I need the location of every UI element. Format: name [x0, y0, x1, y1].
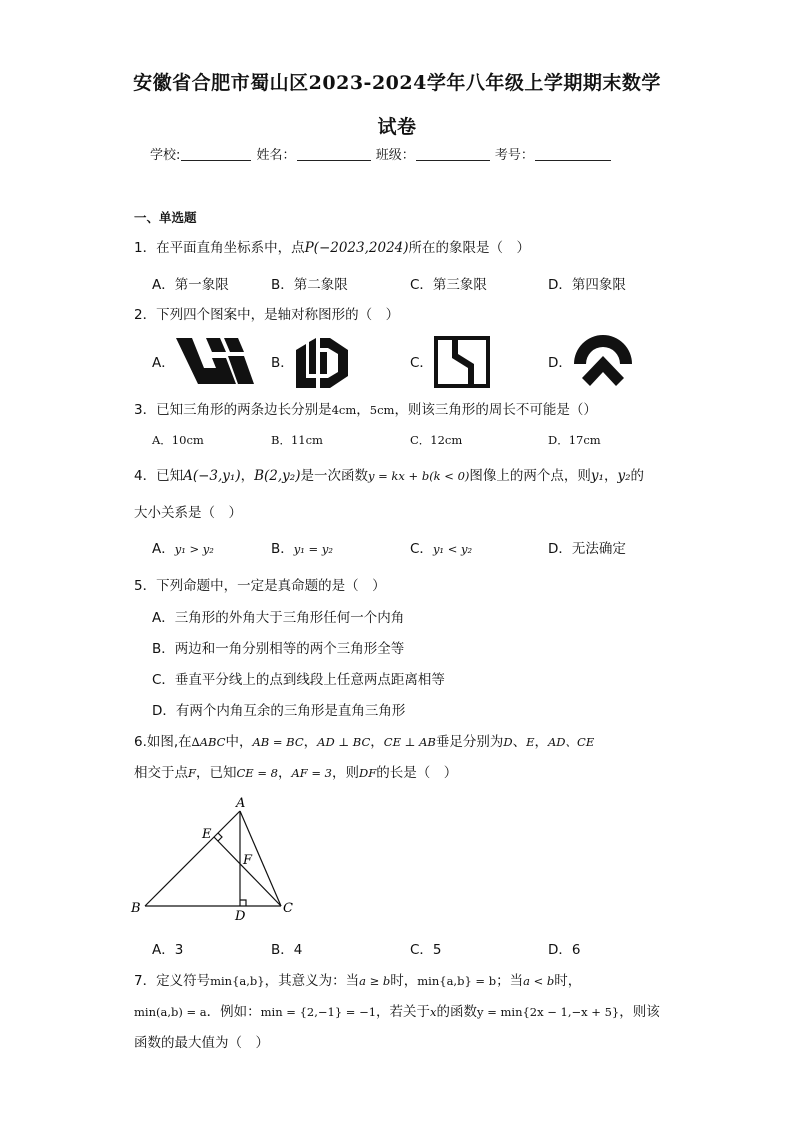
q6-stem-3: 垂足分别为 — [435, 734, 504, 750]
q6-stem: 6.如图,在 — [134, 734, 192, 750]
q3-separator: ， — [356, 402, 370, 418]
q6-foot-d: D — [503, 735, 513, 749]
q3-stem-end: ，则该三角形的周长不可能是（） — [394, 402, 597, 418]
q7-x: x — [430, 1005, 437, 1019]
q4-option-c[interactable] — [410, 539, 472, 559]
student-info-line — [150, 144, 612, 163]
logo-c-icon — [434, 336, 490, 388]
q4-y2: y₂ — [617, 468, 631, 484]
q7-stem-7: ，若关于 — [376, 1004, 431, 1020]
q7-example: min = {2,−1} = −1 — [260, 1005, 377, 1019]
q3-option-a[interactable]: A．10cm — [152, 433, 204, 447]
q7-stem-4: ；当 — [496, 973, 524, 989]
q7-cond-2: a < b — [523, 974, 555, 988]
q3-stem: 3．已知三角形的两条边长分别是 — [134, 402, 332, 418]
q6-foot-e: E — [526, 735, 535, 749]
question-4: 4．已知A(−3,y₁)，B(2,y₂)是一次函数y = kx + b(k < 0)图像上的两个点，则y₁，y₂的 — [134, 468, 644, 484]
fig-label-f: F — [243, 853, 253, 868]
q7-stem-9: ，则该 — [619, 1004, 660, 1020]
logo-a-icon — [176, 338, 256, 386]
q6-triangle-figure — [126, 792, 306, 924]
q7-cond-1: a ≥ b — [359, 974, 391, 988]
q6-stem-2: 中， — [225, 734, 253, 750]
q6-cond-2: AD ⊥ BC — [317, 735, 371, 749]
q4-option-d-text: 无法确定 — [571, 541, 626, 557]
q4-stem-end: 的 — [630, 468, 644, 484]
question-1 — [134, 238, 530, 258]
q6-cond-3: CE ⊥ AB — [383, 735, 436, 749]
q6-stem-5: ，已知 — [195, 765, 237, 781]
q6-stem-end: 的长是（ ） — [376, 765, 458, 781]
q7-stem-5: 时， — [554, 973, 582, 989]
section-heading: 一、单选题 — [134, 210, 197, 225]
q7-line-3: 函数的最大值为（ ） — [134, 1035, 269, 1051]
q7-stem: 7．定义符号 — [134, 973, 211, 989]
q4-stem: 4．已知 — [134, 468, 184, 484]
q4-option-c-label: C． — [410, 541, 433, 557]
q5-option-c[interactable]: C．垂直平分线上的点到线段上任意两点距离相等 — [152, 672, 445, 688]
logo-d-icon — [572, 334, 634, 388]
school-label: 学校: — [150, 148, 181, 163]
q3-value-1: 4cm — [331, 403, 357, 417]
q4-option-d[interactable] — [548, 539, 626, 559]
q6-triangle: ∆ABC — [191, 735, 226, 749]
q1-stem-end: 所在的象限是（ ） — [408, 240, 531, 256]
q3-option-c[interactable]: C．12cm — [410, 433, 463, 447]
q6-stem-6: ，则 — [332, 765, 360, 781]
q3-value-2: 5cm — [369, 403, 395, 417]
q1-point: P(−2023,2024) — [304, 240, 409, 256]
q7-line-2 — [134, 1002, 660, 1022]
q6-option-b[interactable]: B．4 — [271, 942, 303, 958]
exam-title-continued: 试卷 — [377, 116, 417, 138]
name-label: 姓名： — [256, 148, 296, 163]
question-6: 6.如图,在∆ABC中，AB = BC，AD ⊥ BC，CE ⊥ AB垂足分别为D、E，AD、CE — [134, 734, 595, 750]
q4-separator: ， — [240, 468, 255, 484]
q1-option-b[interactable]: B．第二象限 — [271, 277, 348, 293]
q4-option-b-label: B． — [271, 541, 294, 557]
question-7 — [134, 971, 581, 991]
exam-no-label: 考号： — [494, 148, 534, 163]
logo-b-icon — [296, 338, 348, 388]
school-blank[interactable] — [181, 147, 251, 161]
q2-option-d[interactable]: D． — [548, 355, 572, 371]
q6-line-2: 相交于点F，已知CE = 8，AF = 3，则DF的长是（ ） — [134, 765, 458, 781]
q4-stem-mid2: 图像上的两个点，则 — [469, 468, 591, 484]
question-2: 2．下列四个图案中，是轴对称图形的（ ） — [134, 307, 400, 323]
q4-line-2: 大小关系是（ ） — [134, 505, 242, 521]
q4-function: y = kx + b(k < 0) — [367, 469, 470, 483]
q6-point-f: F — [188, 766, 196, 780]
q4-point-b: B(2,y₂) — [254, 468, 301, 484]
q6-cond-1: AB = BC — [252, 735, 304, 749]
question-3 — [134, 400, 597, 420]
fig-label-a: A — [236, 796, 246, 811]
q6-ce: CE = 8 — [236, 766, 278, 780]
q4-option-a-label: A． — [152, 541, 175, 557]
exam-no-blank[interactable] — [535, 147, 611, 161]
q4-option-d-label: D． — [548, 541, 572, 557]
q1-option-a[interactable]: A．第一象限 — [152, 277, 229, 293]
q7-function: y = min{2x − 1,−x + 5} — [477, 1005, 620, 1019]
q6-stem-4: 相交于点 — [134, 765, 188, 781]
class-blank[interactable] — [416, 147, 490, 161]
q4-y1: y₁ — [590, 468, 604, 484]
q4-option-a[interactable] — [152, 539, 214, 559]
q2-option-a[interactable]: A． — [152, 355, 175, 371]
q6-af: AF = 3 — [291, 766, 333, 780]
q4-option-b[interactable] — [271, 539, 333, 559]
exam-title: 安徽省合肥市蜀山区2023-2024学年八年级上学期期末数学 — [133, 72, 661, 94]
q4-option-b-math: y₁ = y₂ — [293, 542, 333, 556]
q4-stem-mid: 是一次函数 — [300, 468, 368, 484]
q7-stem-6: ．例如： — [206, 1004, 261, 1020]
q6-df: DF — [359, 766, 377, 780]
fig-label-b: B — [131, 901, 141, 916]
q1-stem: 1．在平面直角坐标系中，点 — [134, 240, 305, 256]
q6-option-c[interactable]: C．5 — [410, 942, 442, 958]
q7-stem-2: ，其意义为：当 — [264, 973, 360, 989]
q6-option-d[interactable]: D．6 — [548, 942, 581, 958]
q7-min-symbol: min{a,b} — [210, 974, 265, 988]
q4-option-c-math: y₁ < y₂ — [432, 542, 473, 556]
name-blank[interactable] — [297, 147, 371, 161]
q4-option-a-math: y₁ > y₂ — [174, 542, 214, 556]
class-label: 班级： — [375, 148, 415, 163]
q4-point-a: A(−3,y₁) — [183, 468, 241, 484]
q2-option-c[interactable]: C． — [410, 355, 433, 371]
fig-label-c: C — [283, 901, 293, 916]
q7-stem-3: 时， — [390, 973, 418, 989]
q5-option-b[interactable]: B．两边和一角分别相等的两个三角形全等 — [152, 641, 405, 657]
fig-label-e: E — [202, 827, 212, 842]
q1-option-c[interactable]: C．第三象限 — [410, 277, 487, 293]
q7-result-2: min(a,b) = a — [134, 1005, 207, 1019]
q7-result-1: min{a,b} = b — [417, 974, 497, 988]
question-5: 5．下列命题中，一定是真命题的是（ ） — [134, 578, 386, 594]
q5-option-d[interactable]: D．有两个内角互余的三角形是直角三角形 — [152, 703, 406, 719]
q3-option-b[interactable]: B．11cm — [271, 433, 323, 447]
q6-option-a[interactable]: A．3 — [152, 942, 184, 958]
q3-option-d[interactable]: D．17cm — [548, 433, 601, 447]
q2-option-b[interactable]: B． — [271, 355, 294, 371]
q5-option-a[interactable]: A．三角形的外角大于三角形任何一个内角 — [152, 610, 405, 626]
q1-option-d[interactable]: D．第四象限 — [548, 277, 626, 293]
fig-label-d: D — [235, 909, 246, 924]
q6-pair: AD、CE — [548, 735, 595, 749]
q7-stem-8: 的函数 — [436, 1004, 478, 1020]
